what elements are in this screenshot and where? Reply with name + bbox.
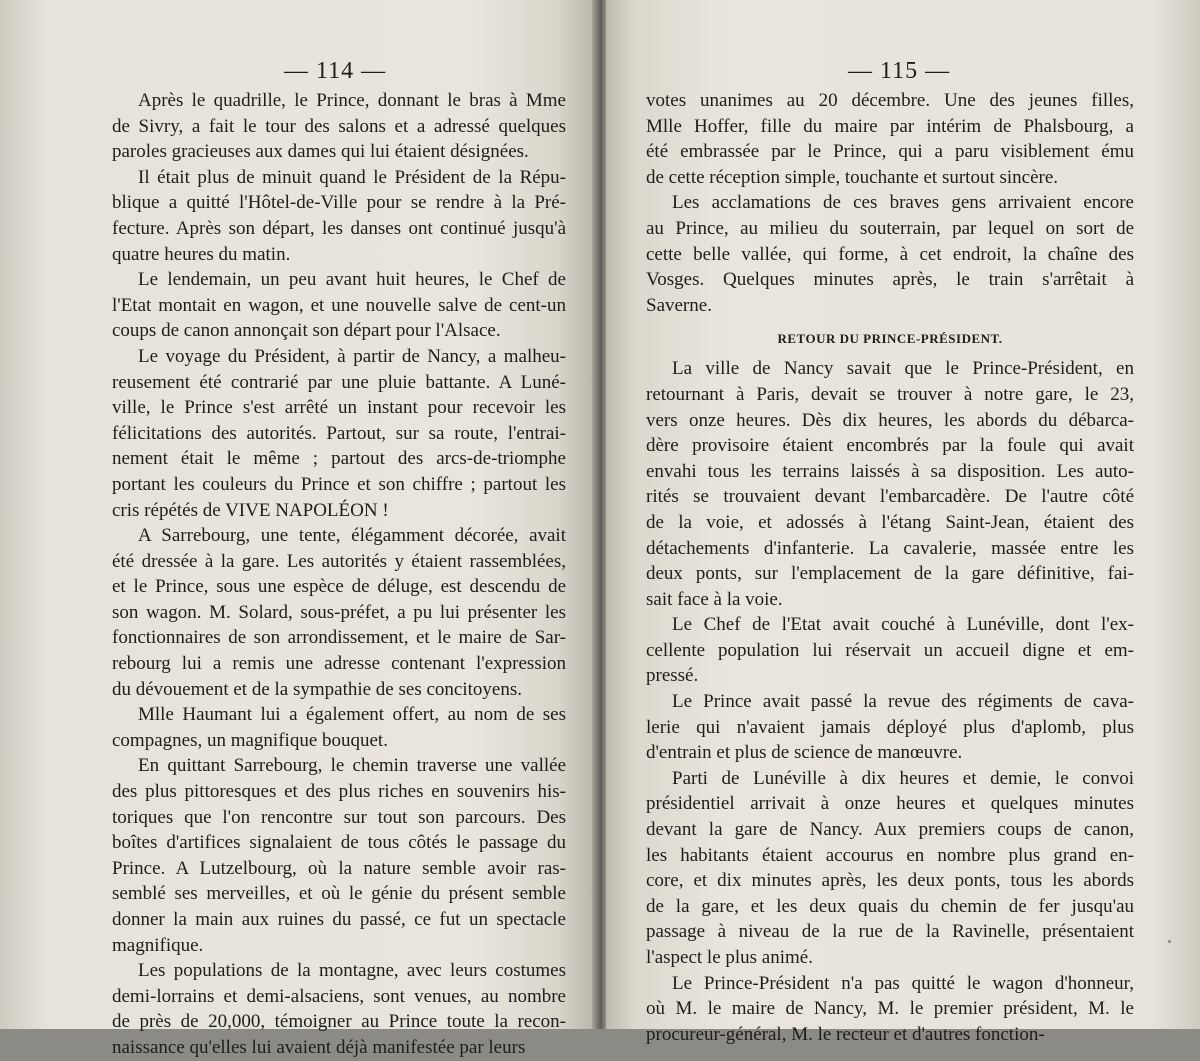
text-line: compagnes, un magnifique bouquet. [112,729,388,751]
text-line: l'aspect le plus animé. [646,947,813,968]
text-line: son wagon. M. Solard, sous-préfet, a pu lui présenter les [112,601,566,623]
text-line: boîtes d'artifices signalaient de tous côtés le passage du [112,832,566,854]
text-line: vers onze heures. Dès dix heures, les abords du débarca- [646,409,1134,431]
text-line: blique a quitté l'Hôtel-de-Ville pour se rendre à la Pré- [112,192,566,214]
text-line: passage à niveau de la rue de la Ravinelle, présentaient [646,921,1134,943]
text-line: rités se trouvaient devant l'embarcadère. De l'autre côté [646,486,1134,508]
text-line: A Sarrebourg, une tente, élégamment décorée, avait [138,525,566,547]
text-line: de la gare, et les deux quais du chemin de fer jusqu'au [646,895,1134,917]
text-line: quatre heures du matin. [112,243,291,265]
text-line: félicitations des autorités. Partout, sur sa route, l'entrai- [112,422,566,444]
text-line: core, et dix minutes après, les deux ponts, tous les abords [646,870,1134,892]
text-line: de cette réception simple, touchante et surtout sincère. [646,166,1059,188]
text-line: dère provisoire étaient encombrés par la foule qui avait [646,435,1134,457]
text-line: demi-lorrains et demi-alsaciens, sont venues, au nombre [112,985,566,1007]
text-line: naissance qu'elles lui avaient déjà manifestée par leurs [112,1036,526,1058]
text-line: devant la gare de Nancy. Aux premiers coups de canon, [646,819,1134,841]
text-line: Mlle Haumant lui a également offert, au nom de ses [138,704,566,726]
text-line: de la voie, et adossés à l'étang Saint-Jean, étaient des [646,511,1134,533]
right-text-after-heading [646,356,1134,1047]
text-line: été embrassée par le Prince, qui a paru visiblement ému [646,141,1134,163]
text-line: Le Prince-Président n'a pas quitté le wagon d'honneur, [672,972,1134,994]
text-line: procureur-général, M. le recteur et d'autres fonction- [646,1023,1045,1045]
text-line: Le lendemain, un peu avant huit heures, le Chef de [138,269,566,291]
text-line: des plus pittoresques et des plus riches en souvenirs his- [112,781,566,803]
right-text-before-heading [646,88,1134,318]
text-line: Les populations de la montagne, avec leurs costumes [138,960,566,982]
text-line: ville, le Prince s'est arrêté un instant pour recevoir les [112,397,566,419]
text-line: Après le quadrille, le Prince, donnant le bras à Mme [138,90,566,111]
text-line: rebourg lui a remis une adresse contenant l'expression [112,653,566,675]
text-line: Il était plus de minuit quand le Président de la Répu- [138,166,566,188]
page-number-left: — 114 — [284,58,387,84]
text-line: lerie qui n'avaient jamais déployé plus d'aplomb, plus [646,716,1134,738]
text-line: pressé. [646,665,699,687]
text-line: coups de canon annonçait son départ pour l'Alsace. [112,320,501,342]
left-page [0,0,594,1058]
text-line: semblé ses merveilles, et où le génie du présent semble [112,883,566,905]
text-line: cris répétés de VIVE NAPOLÉON ! [112,499,389,521]
paper-speck [1168,940,1171,943]
text-line: La ville de Nancy savait que le Prince-Président, en [672,358,1134,380]
text-line: paroles gracieuses aux dames qui lui étaient désignées. [112,141,529,163]
text-line: et le Prince, sous une espèce de déluge, est descendu de [112,576,566,598]
text-line: fonctionnaires de son arrondissement, et le maire de Sar- [112,627,566,649]
text-line: nement était le même ; partout des arcs-de-triomphe [112,448,566,470]
text-line: présidentiel arrivait à onze heures et quelques minutes [646,793,1134,815]
right-page-text [646,88,1134,1047]
text-line: Le Prince avait passé la revue des régiments de cava- [672,691,1134,713]
text-line: votes unanimes au 20 décembre. Une des jeunes filles, [646,90,1134,111]
text-line: cellente population lui réservait un accueil digne et em- [646,639,1134,661]
text-line: d'entrain et plus de science de manœuvre. [646,742,963,764]
text-line: deux ponts, sur l'emplacement de la gare définitive, fai- [646,563,1134,585]
text-line: de Sivry, a fait le tour des salons et a adressé quelques [112,115,566,137]
page-number-right: — 115 — [848,58,951,84]
text-line: toriques que l'on rencontre sur tout son parcours. Des [112,806,566,828]
text-line: En quittant Sarrebourg, le chemin traverse une vallée [138,755,566,777]
text-line: du dévouement et de la sympathie de ses concitoyens. [112,678,522,700]
text-line: Le voyage du Président, à partir de Nancy, a malheu- [138,345,566,367]
text-line: Saverne. [646,294,712,316]
text-line: l'Etat montait en wagon, et une nouvelle salve de cent-un [112,294,566,316]
text-line: les habitants étaient accourus en nombre plus grand en- [646,844,1134,866]
right-page [606,0,1200,1045]
text-line: envahi tous les terrains laissés à sa disposition. Les auto- [646,460,1134,482]
text-line: Prince. A Lutzelbourg, où la nature semble avoir ras- [112,857,566,879]
text-line: Les acclamations de ces braves gens arrivaient encore [672,192,1134,214]
text-line: été dressée à la gare. Les autorités y étaient rassemblées, [112,550,566,572]
text-line: magnifique. [112,934,204,956]
text-line: reusement été contrarié par une pluie battante. A Luné- [112,371,566,393]
text-line: donner la main aux ruines du passé, ce fut un spectacle [112,909,566,930]
left-page-text [112,88,566,1061]
text-line: Parti de Lunéville à dix heures et demie, le convoi [672,767,1134,789]
text-line: sait face à la voie. [646,588,783,610]
text-line: Le Chef de l'Etat avait couché à Lunéville, dont l'ex- [672,614,1134,636]
text-line: où M. le maire de Nancy, M. le premier président, M. le [646,998,1134,1020]
text-line: portant les couleurs du Prince et son chiffre ; partout les [112,473,566,495]
text-line: Vosges. Quelques minutes après, le train s'arrêtait à [646,269,1134,291]
text-line: au Prince, au milieu du souterrain, par lequel on sort de [646,217,1134,239]
text-line: de près de 20,000, témoigner au Prince toute la recon- [112,1011,566,1033]
text-line: détachements d'infanterie. La cavalerie, massée entre les [646,537,1134,559]
text-line: retournant à Paris, devait se trouver à notre gare, le 23, [646,383,1134,405]
section-heading: RETOUR DU PRINCE-PRÉSIDENT. [777,331,1003,347]
text-line: Mlle Hoffer, fille du maire par intérim de Phalsbourg, a [646,115,1134,137]
text-line: fecture. Après son départ, les danses ont continué jusqu'à [112,217,566,239]
text-line: cette belle vallée, qui forme, à cet endroit, la chaîne des [646,243,1134,265]
